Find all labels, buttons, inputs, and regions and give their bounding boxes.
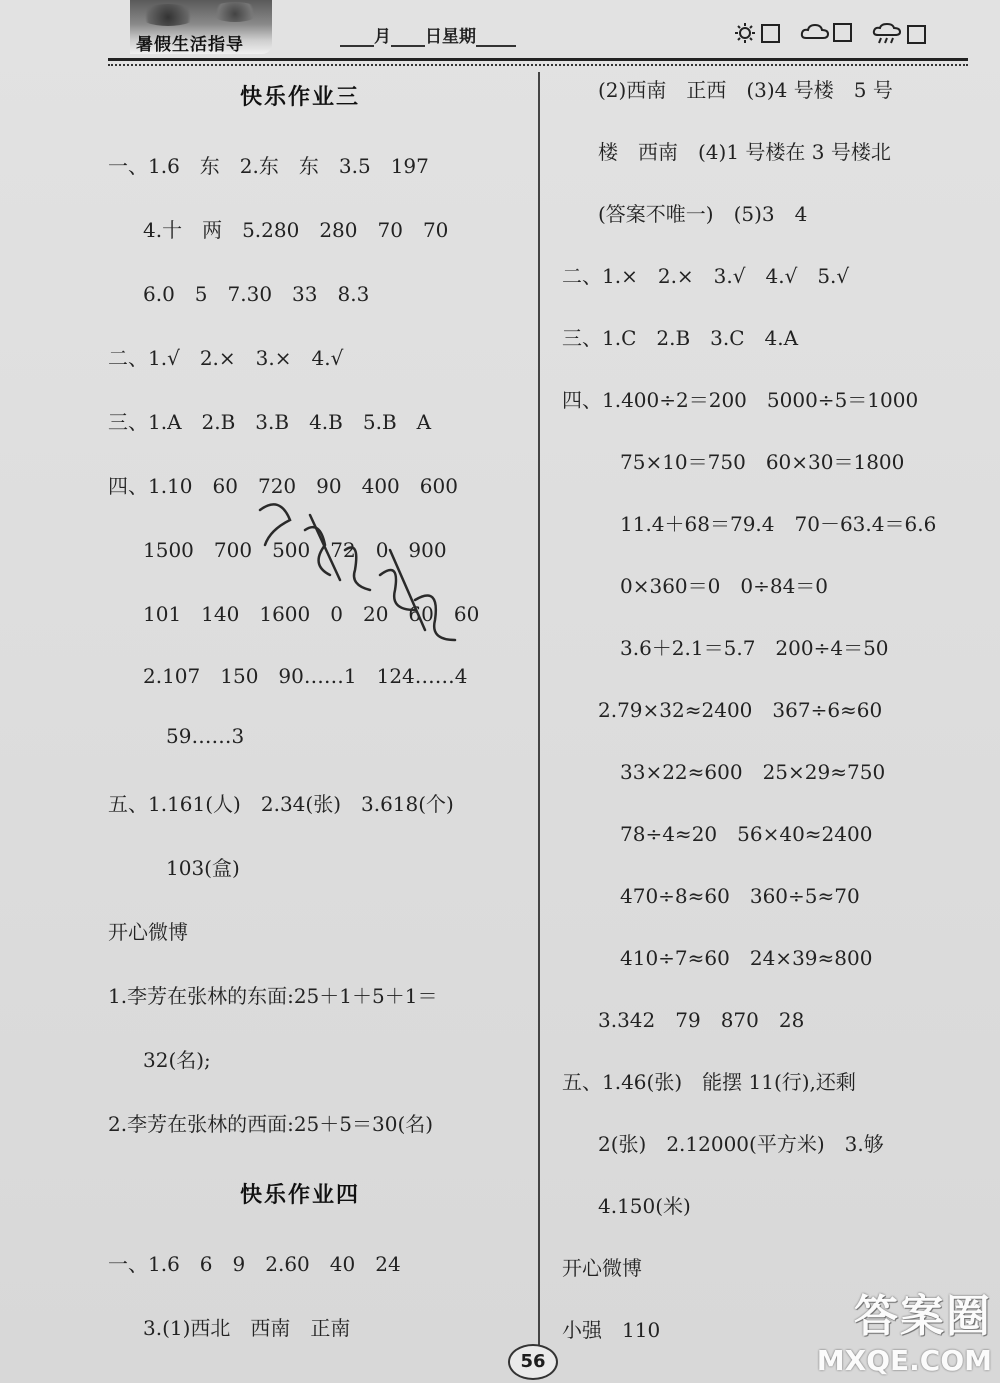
answer-line: 二、1.× 2.× 3.√ 4.√ 5.√ bbox=[562, 264, 850, 288]
answer-line: 2.107 150 90……1 124……4 bbox=[143, 664, 468, 688]
cloud-checkbox bbox=[833, 23, 852, 42]
sun-checkbox bbox=[761, 24, 780, 43]
section-subtitle: 开心微博 bbox=[562, 1256, 642, 1280]
rain-cloud-icon bbox=[872, 22, 904, 46]
answer-line: 楼 西南 (4)1 号楼在 3 号楼北 bbox=[598, 140, 891, 164]
answer-line: 一、1.6 东 2.东 东 3.5 197 bbox=[108, 154, 429, 178]
answer-line: 6.0 5 7.30 33 8.3 bbox=[143, 282, 370, 306]
answer-line: 2.李芳在张林的西面:25＋5＝30(名) bbox=[108, 1112, 434, 1136]
answer-line: (答案不唯一) (5)3 4 bbox=[598, 202, 808, 226]
palm-tree-icon bbox=[210, 2, 260, 22]
date-line bbox=[340, 22, 516, 47]
answer-line: 一、1.6 6 9 2.60 40 24 bbox=[108, 1252, 401, 1276]
section-title-3: 快乐作业三 bbox=[240, 85, 361, 110]
watermark-logo-text: 答案圈 bbox=[854, 1291, 992, 1342]
sun-icon bbox=[732, 22, 758, 44]
answer-line: 101 140 1600 0 20 60 60 bbox=[143, 602, 480, 626]
section-subtitle: 开心微博 bbox=[108, 920, 188, 944]
answer-line: 二、1.√ 2.× 3.× 4.√ bbox=[108, 346, 344, 370]
answer-line: 32(名); bbox=[143, 1048, 211, 1072]
answer-line: 3.(1)西北 西南 正南 bbox=[143, 1316, 351, 1340]
watermark bbox=[817, 1280, 992, 1377]
header-dotted-rule bbox=[108, 64, 968, 67]
answer-line: 4.十 两 5.280 280 70 70 bbox=[143, 218, 449, 242]
page-number: 56 bbox=[508, 1344, 558, 1380]
banner-title: 暑假生活指导 bbox=[136, 35, 244, 54]
answer-line: 470÷8≈60 360÷5≈70 bbox=[620, 884, 860, 908]
answer-line: 小强 110 bbox=[562, 1318, 661, 1342]
answer-line: 103(盒) bbox=[166, 856, 240, 880]
weather-sun bbox=[732, 22, 780, 44]
header-rule bbox=[108, 58, 968, 61]
answer-line: 1.李芳在张林的东面:25＋1＋5＋1＝ bbox=[108, 984, 438, 1008]
answer-line: 11.4＋68＝79.4 70－63.4＝6.6 bbox=[620, 512, 937, 536]
section-title-4: 快乐作业四 bbox=[240, 1183, 361, 1208]
day-label: 日星期 bbox=[425, 27, 476, 47]
rain-checkbox bbox=[907, 25, 926, 44]
answer-line: (2)西南 正西 (3)4 号楼 5 号 bbox=[598, 78, 893, 102]
answer-line: 3.6＋2.1＝5.7 200÷4＝50 bbox=[620, 636, 889, 660]
answer-line: 410÷7≈60 24×39≈800 bbox=[620, 946, 873, 970]
answer-line: 1500 700 500 72 0 900 bbox=[143, 538, 447, 562]
answer-line: 0×360＝0 0÷84＝0 bbox=[620, 574, 829, 598]
answer-line: 2.79×32≈2400 367÷6≈60 bbox=[598, 698, 883, 722]
answer-line: 3.342 79 870 28 bbox=[598, 1008, 805, 1032]
answer-line: 59……3 bbox=[166, 724, 245, 748]
header-banner bbox=[130, 0, 272, 54]
answer-line: 三、1.A 2.B 3.B 4.B 5.B A bbox=[108, 410, 432, 434]
answer-line: 78÷4≈20 56×40≈2400 bbox=[620, 822, 873, 846]
answer-line: 五、1.46(张) 能摆 11(行),还剩 bbox=[562, 1070, 856, 1094]
answer-line: 四、1.10 60 720 90 400 600 bbox=[108, 474, 458, 498]
answer-line: 三、1.C 2.B 3.C 4.A bbox=[562, 326, 799, 350]
answer-line: 五、1.161(人) 2.34(张) 3.618(个) bbox=[108, 792, 454, 816]
answer-line: 四、1.400÷2＝200 5000÷5＝1000 bbox=[562, 388, 919, 412]
palm-tree-icon bbox=[138, 4, 198, 26]
handwriting-scribble bbox=[250, 490, 480, 660]
answer-line: 75×10＝750 60×30＝1800 bbox=[620, 450, 905, 474]
column-divider bbox=[538, 72, 540, 1352]
page-header bbox=[0, 0, 1000, 66]
answer-line: 2(张) 2.12000(平方米) 3.够 bbox=[598, 1132, 884, 1156]
month-label: 月 bbox=[374, 27, 391, 47]
weather-rain bbox=[872, 22, 926, 46]
weather-cloud bbox=[800, 22, 852, 42]
watermark-url: MXQE.COM bbox=[816, 1344, 992, 1377]
answer-line: 33×22≈600 25×29≈750 bbox=[620, 760, 886, 784]
answer-line: 4.150(米) bbox=[598, 1194, 691, 1218]
cloud-icon bbox=[800, 22, 830, 42]
